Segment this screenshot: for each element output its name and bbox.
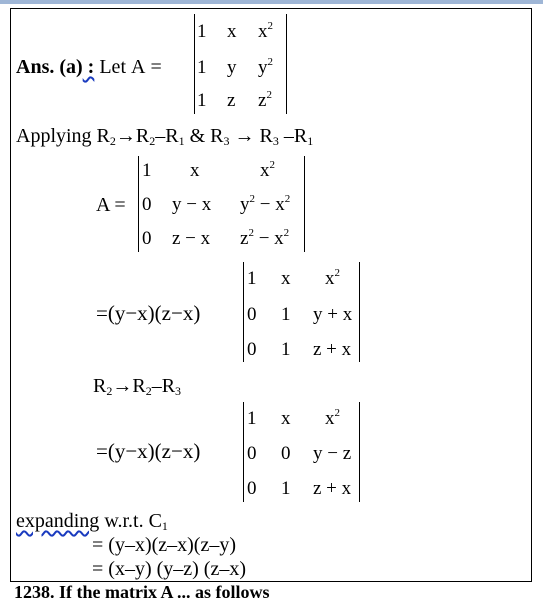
matrix-a-right-bar: [286, 14, 287, 114]
next-question-cutoff: 1238. If the matrix A ... as follows: [14, 582, 270, 602]
matrix-a-left-bar: [194, 14, 195, 114]
expanding-line: expanding w.r.t. $C_1$: [16, 510, 168, 533]
window-top-border: [0, 0, 543, 4]
factored-expression-1: =(y−x)(z−x): [96, 301, 201, 325]
operation-r2: $R_2\to R_2-R_3$: [93, 375, 182, 398]
operation-applying: Applying $R_2\to R_2-R_1$ & $R_3 \to R_3$ $-R_1$: [16, 125, 314, 148]
result-line-2: = (x–y) (y–z) (z–x): [92, 558, 246, 580]
factored-expression-2: =(y−x)(z−x): [96, 439, 201, 463]
result-line-1: = (y–x)(z–x)(z–y): [92, 534, 236, 556]
answer-label: Ans. (a) : Let A =: [16, 56, 162, 78]
a-equals: A =: [96, 194, 126, 216]
